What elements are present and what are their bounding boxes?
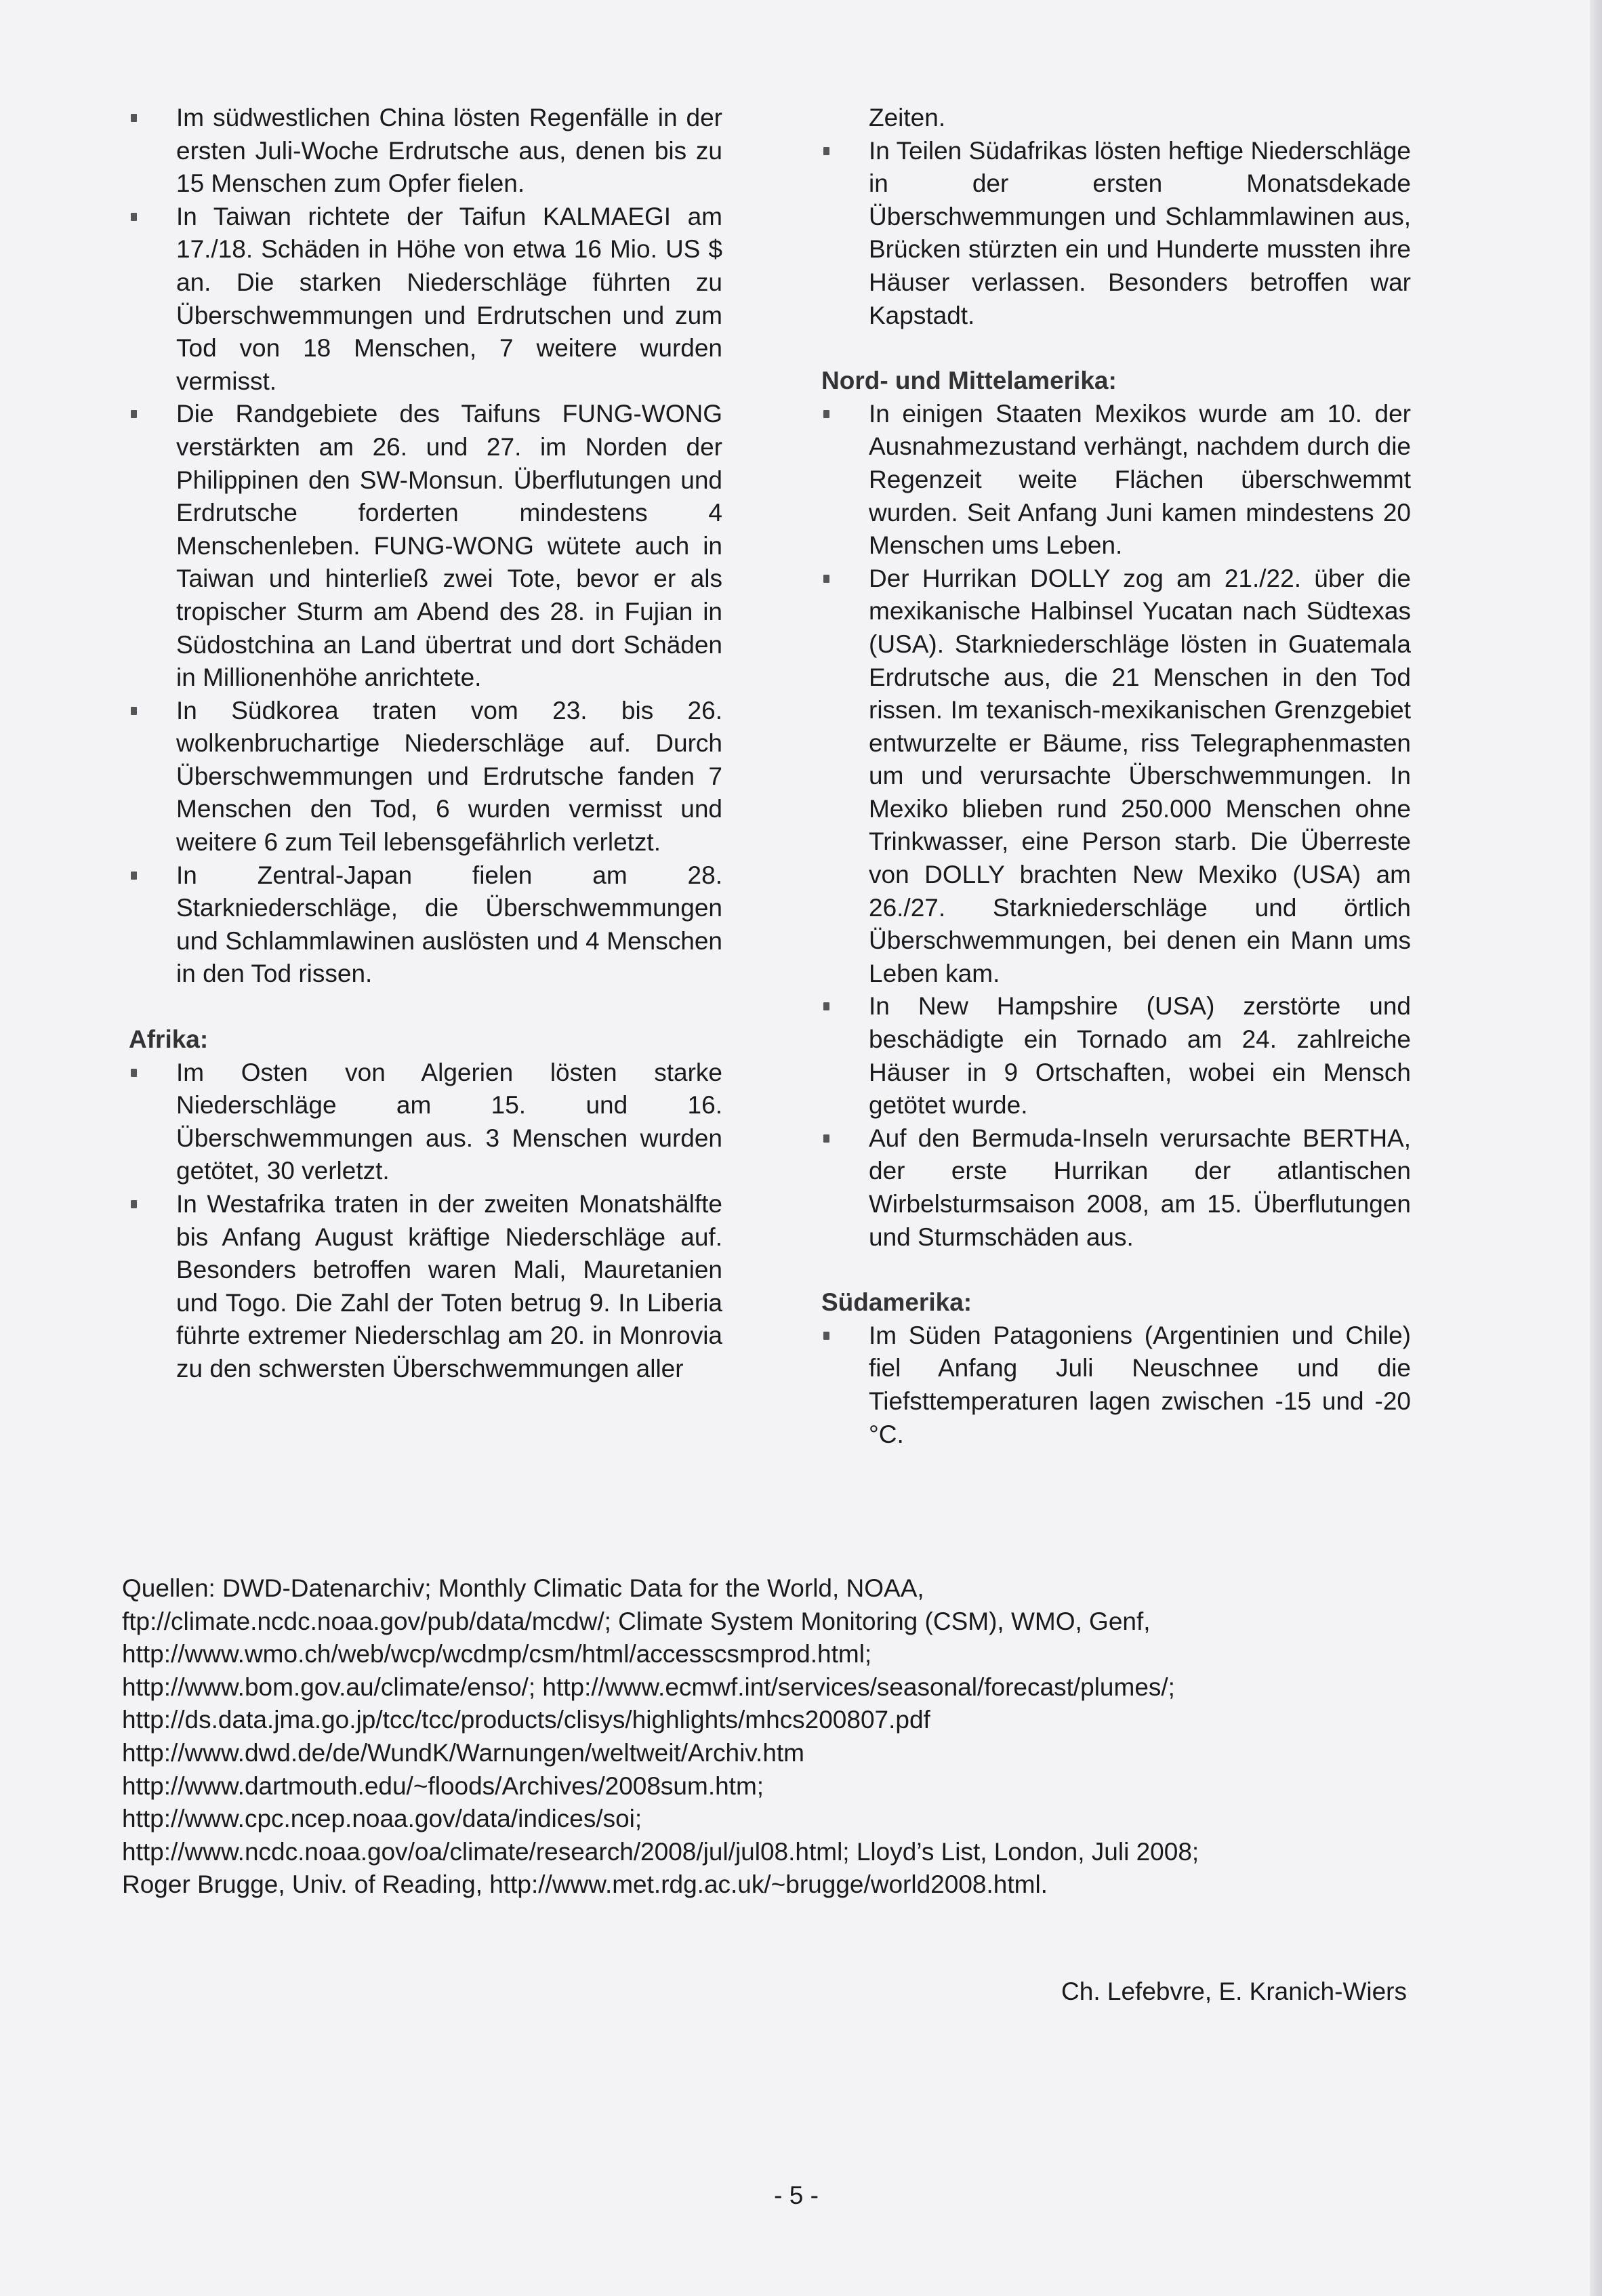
list-item: Im Osten von Algerien lösten starke Niederschläge am 15. und 16. Überschwemmungen aus. 3 Menschen wurden getötet, 30 verletzt. (129, 1057, 722, 1188)
bullet-icon (823, 410, 829, 418)
south-america-heading: Südamerika: (821, 1288, 972, 1317)
list-item: In einigen Staaten Mexikos wurde am 10. der Ausnahmezustand verhängt, nachdem durch die Regenzeit weite Flächen überschwemmt wurden. Seit Anfang Juni kamen mindestens 20 Menschen ums Leben. (821, 398, 1411, 562)
africa-list (129, 1057, 722, 1386)
source-line: http://www.ncdc.noaa.gov/oa/climate/research/2008/jul/jul08.html; Lloyd’s List, London, Juli 2008; (122, 1837, 1199, 1866)
south-america-list (821, 1319, 1411, 1451)
bullet-icon (131, 213, 137, 221)
left-column (129, 102, 722, 1386)
bullet-icon (131, 1200, 137, 1208)
list-item: In Teilen Südafrikas lösten heftige Niederschläge in der ersten Monatsdekade Überschwemmungen und Schlammlawinen aus, Brücken stürzten ein und Hunderte mussten ihre Häuser verlassen. Besonders betroffen war Kapstadt. (821, 135, 1411, 333)
authors: Ch. Lefebvre, E. Kranich-Wiers (1061, 1977, 1407, 2005)
africa-heading: Afrika: (129, 1025, 209, 1054)
list-item: Der Hurrikan DOLLY zog am 21./22. über die mexikanische Halbinsel Yucatan nach Südtexas (USA). Starkniederschläge lösten in Guatemala Erdrutsche aus, die 21 Menschen in den Tod rissen. Im texanisch-mexikanischen Grenzgebiet entwurzelte er Bäume, riss Telegraphenmasten um und verursachte Überschwemmungen. In Mexiko blieben rund 250.000 Menschen ohne Trinkwasser, eine Person starb. Die Überreste von DOLLY brachten New Mexiko (USA) am 26./27. Starkniederschläge und örtlich Überschwemmungen, bei denen ein Mann ums Leben kam. (821, 562, 1411, 991)
africa-list-continued (821, 135, 1411, 333)
source-line: http://www.dwd.de/de/WundK/Warnungen/weltweit/Archiv.htm (122, 1738, 805, 1767)
source-line: Roger Brugge, Univ. of Reading, http://www.met.rdg.ac.uk/~brugge/world2008.html. (122, 1870, 1048, 1899)
bullet-icon (823, 1002, 829, 1010)
bullet-icon (131, 872, 137, 880)
bullet-icon (823, 575, 829, 583)
list-item: Auf den Bermuda-Inseln verursachte BERTHA, der erste Hurrikan der atlantischen Wirbelsturmsaison 2008, am 15. Überflutungen und Sturmschäden aus. (821, 1122, 1411, 1254)
bullet-icon (823, 147, 829, 155)
list-item: In Zentral-Japan fielen am 28. Starkniederschläge, die Überschwemmungen und Schlammlawinen auslösten und 4 Menschen in den Tod rissen. (129, 859, 722, 991)
list-item: In New Hampshire (USA) zerstörte und beschädigte ein Tornado am 24. zahlreiche Häuser in 9 Ortschaften, wobei ein Mensch getötet wurde. (821, 990, 1411, 1122)
bullet-icon (131, 114, 137, 122)
north-america-heading: Nord- und Mittelamerika: (821, 367, 1117, 395)
bullet-icon (131, 1069, 137, 1077)
continued-text: Zeiten. (869, 104, 946, 131)
asia-list (129, 102, 722, 991)
source-line: http://www.cpc.ncep.noaa.gov/data/indices/soi; (122, 1805, 642, 1833)
list-item: Im südwestlichen China lösten Regenfälle in der ersten Juli-Woche Erdrutsche aus, denen bis zu 15 Menschen zum Opfer fielen. (129, 102, 722, 201)
source-line: http://www.wmo.ch/web/wcp/wcdmp/csm/html/accesscsmprod.html; (122, 1640, 872, 1668)
north-america-list (821, 398, 1411, 1254)
page-edge-shadow (1590, 0, 1602, 2296)
list-item: Die Randgebiete des Taifuns FUNG-WONG verstärkten am 26. und 27. im Norden der Philippinen den SW-Monsun. Überflutungen und Erdrutsche forderten mindestens 4 Menschenleben. FUNG-WONG wütete auch in Taiwan und hinterließ zwei Tote, bevor er als tropischer Sturm am Abend des 28. in Fujian in Südostchina an Land übertrat und dort Schäden in Millionenhöhe anrichtete. (129, 398, 722, 694)
right-column (821, 102, 1411, 1451)
source-line: http://ds.data.jma.go.jp/tcc/tcc/products/clisys/highlights/mhcs200807.pdf (122, 1706, 930, 1734)
sources-block (122, 1572, 1410, 1902)
list-item: In Taiwan richtete der Taifun KALMAEGI am 17./18. Schäden in Höhe von etwa 16 Mio. US $ an. Die starken Niederschläge führten zu Überschwemmungen und Erdrutschen und zum Tod von 18 Menschen, 7 weitere wurden vermisst. (129, 201, 722, 398)
page-number: - 5 - (774, 2181, 819, 2209)
bullet-icon (823, 1134, 829, 1143)
bullet-icon (823, 1332, 829, 1340)
bullet-icon (131, 707, 137, 715)
bullet-icon (131, 410, 137, 418)
source-line: ftp://climate.ncdc.noaa.gov/pub/data/mcdw/; Climate System Monitoring (CSM), WMO, Genf, (122, 1607, 1151, 1635)
list-item: Im Süden Patagoniens (Argentinien und Chile) fiel Anfang Juli Neuschnee und die Tiefsttemperaturen lagen zwischen -15 und -20 °C. (821, 1319, 1411, 1451)
list-item: In Südkorea traten vom 23. bis 26. wolkenbruchartige Niederschläge auf. Durch Überschwemmungen und Erdrutsche fanden 7 Menschen den Tod, 6 wurden vermisst und weitere 6 zum Teil lebensgefährlich verletzt. (129, 695, 722, 859)
source-line: Quellen: DWD-Datenarchiv; Monthly Climatic Data for the World, NOAA, (122, 1574, 924, 1602)
source-line: http://www.bom.gov.au/climate/enso/; http://www.ecmwf.int/services/seasonal/forecast/plumes/; (122, 1673, 1175, 1701)
source-line: http://www.dartmouth.edu/~floods/Archives/2008sum.htm; (122, 1771, 764, 1800)
list-item: In Westafrika traten in der zweiten Monatshälfte bis Anfang August kräftige Niederschläge auf. Besonders betroffen waren Mali, Mauretanien und Togo. Die Zahl der Toten betrug 9. In Liberia führte extremer Niederschlag am 20. in Monrovia zu den schwersten Überschwemmungen aller (129, 1188, 722, 1386)
